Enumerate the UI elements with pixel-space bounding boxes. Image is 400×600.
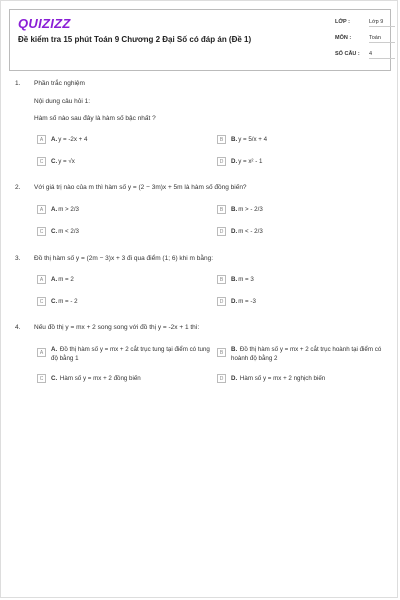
question-4-option-a[interactable]: A A. Đồ thị hàm số y = mx + 2 cắt trục tung tại điểm có tung độ bằng 1 bbox=[37, 346, 211, 363]
question-4-text: Nếu đồ thị y = mx + 2 song song với đồ thị y = -2x + 1 thì: bbox=[34, 324, 200, 331]
worksheet-title: Đề kiểm tra 15 phút Toán 9 Chương 2 Đại Số có đáp án (Đề 1) bbox=[18, 35, 252, 44]
class-value: Lớp 9 bbox=[369, 19, 395, 27]
option-checkbox[interactable]: C bbox=[37, 297, 46, 306]
question-count-value: 4 bbox=[369, 51, 395, 59]
option-checkbox[interactable]: D bbox=[217, 297, 226, 306]
question-1-option-d[interactable]: D D. y = x² - 1 bbox=[217, 158, 262, 166]
option-checkbox[interactable]: A bbox=[37, 135, 46, 144]
question-3-text: Đồ thị hàm số y = (2m − 3)x + 3 đi qua điểm (1; 6) khi m bằng: bbox=[34, 255, 214, 262]
option-checkbox[interactable]: C bbox=[37, 374, 46, 383]
option-checkbox[interactable]: C bbox=[37, 157, 46, 166]
question-4-option-b[interactable]: B B. Đồ thị hàm số y = mx + 2 cắt trục hoành tại điểm có hoành độ bằng 2 bbox=[217, 346, 391, 363]
worksheet-header bbox=[9, 9, 391, 71]
question-1-option-a[interactable]: A A. y = -2x + 4 bbox=[37, 136, 87, 144]
question-3-option-b[interactable]: B B. m = 3 bbox=[217, 276, 254, 284]
question-2-text: Với giá trị nào của m thì hàm số y = (2 − 3m)x + 5m là hàm số đồng biến? bbox=[34, 184, 247, 191]
question-3-option-c[interactable]: C C. m = - 2 bbox=[37, 298, 78, 306]
question-1-option-b[interactable]: B B. y = 5/x + 4 bbox=[217, 136, 267, 144]
option-checkbox[interactable]: C bbox=[37, 227, 46, 236]
question-4-option-c[interactable]: C C. Hàm số y = mx + 2 đồng biến bbox=[37, 375, 141, 383]
option-checkbox[interactable]: D bbox=[217, 227, 226, 236]
subject-value: Toán bbox=[369, 35, 395, 43]
option-checkbox[interactable]: B bbox=[217, 348, 226, 357]
option-checkbox[interactable]: D bbox=[217, 374, 226, 383]
option-checkbox[interactable]: A bbox=[37, 275, 46, 284]
question-4-number: 4. bbox=[15, 324, 21, 331]
subject-label: MÔN : bbox=[335, 35, 352, 41]
option-checkbox[interactable]: A bbox=[37, 348, 46, 357]
question-4-option-d[interactable]: D D. Hàm số y = mx + 2 nghịch biến bbox=[217, 375, 325, 383]
question-3-option-a[interactable]: A A. m = 2 bbox=[37, 276, 74, 284]
option-checkbox[interactable]: D bbox=[217, 157, 226, 166]
question-2-option-a[interactable]: A A. m > 2/3 bbox=[37, 206, 79, 214]
option-checkbox[interactable]: B bbox=[217, 275, 226, 284]
question-3-option-d[interactable]: D D. m = -3 bbox=[217, 298, 256, 306]
question-1-number: 1. bbox=[15, 80, 21, 87]
option-checkbox[interactable]: B bbox=[217, 135, 226, 144]
question-1-heading: Nội dung câu hỏi 1: bbox=[34, 98, 91, 105]
option-checkbox[interactable]: A bbox=[37, 205, 46, 214]
question-2-number: 2. bbox=[15, 184, 21, 191]
question-1-text: Hàm số nào sau đây là hàm số bậc nhất ? bbox=[34, 115, 156, 122]
question-2-option-b[interactable]: B B. m > - 2/3 bbox=[217, 206, 263, 214]
quizizz-logo: QUIZIZZ bbox=[18, 16, 71, 31]
question-1-section: Phần trắc nghiệm bbox=[34, 80, 85, 87]
question-count-label: SỐ CÂU : bbox=[335, 51, 360, 57]
question-3-number: 3. bbox=[15, 255, 21, 262]
question-1-option-c[interactable]: C C. y = √x bbox=[37, 158, 75, 166]
question-2-option-d[interactable]: D D. m < - 2/3 bbox=[217, 228, 263, 236]
class-label: LỚP : bbox=[335, 19, 350, 25]
option-checkbox[interactable]: B bbox=[217, 205, 226, 214]
question-2-option-c[interactable]: C C. m < 2/3 bbox=[37, 228, 79, 236]
